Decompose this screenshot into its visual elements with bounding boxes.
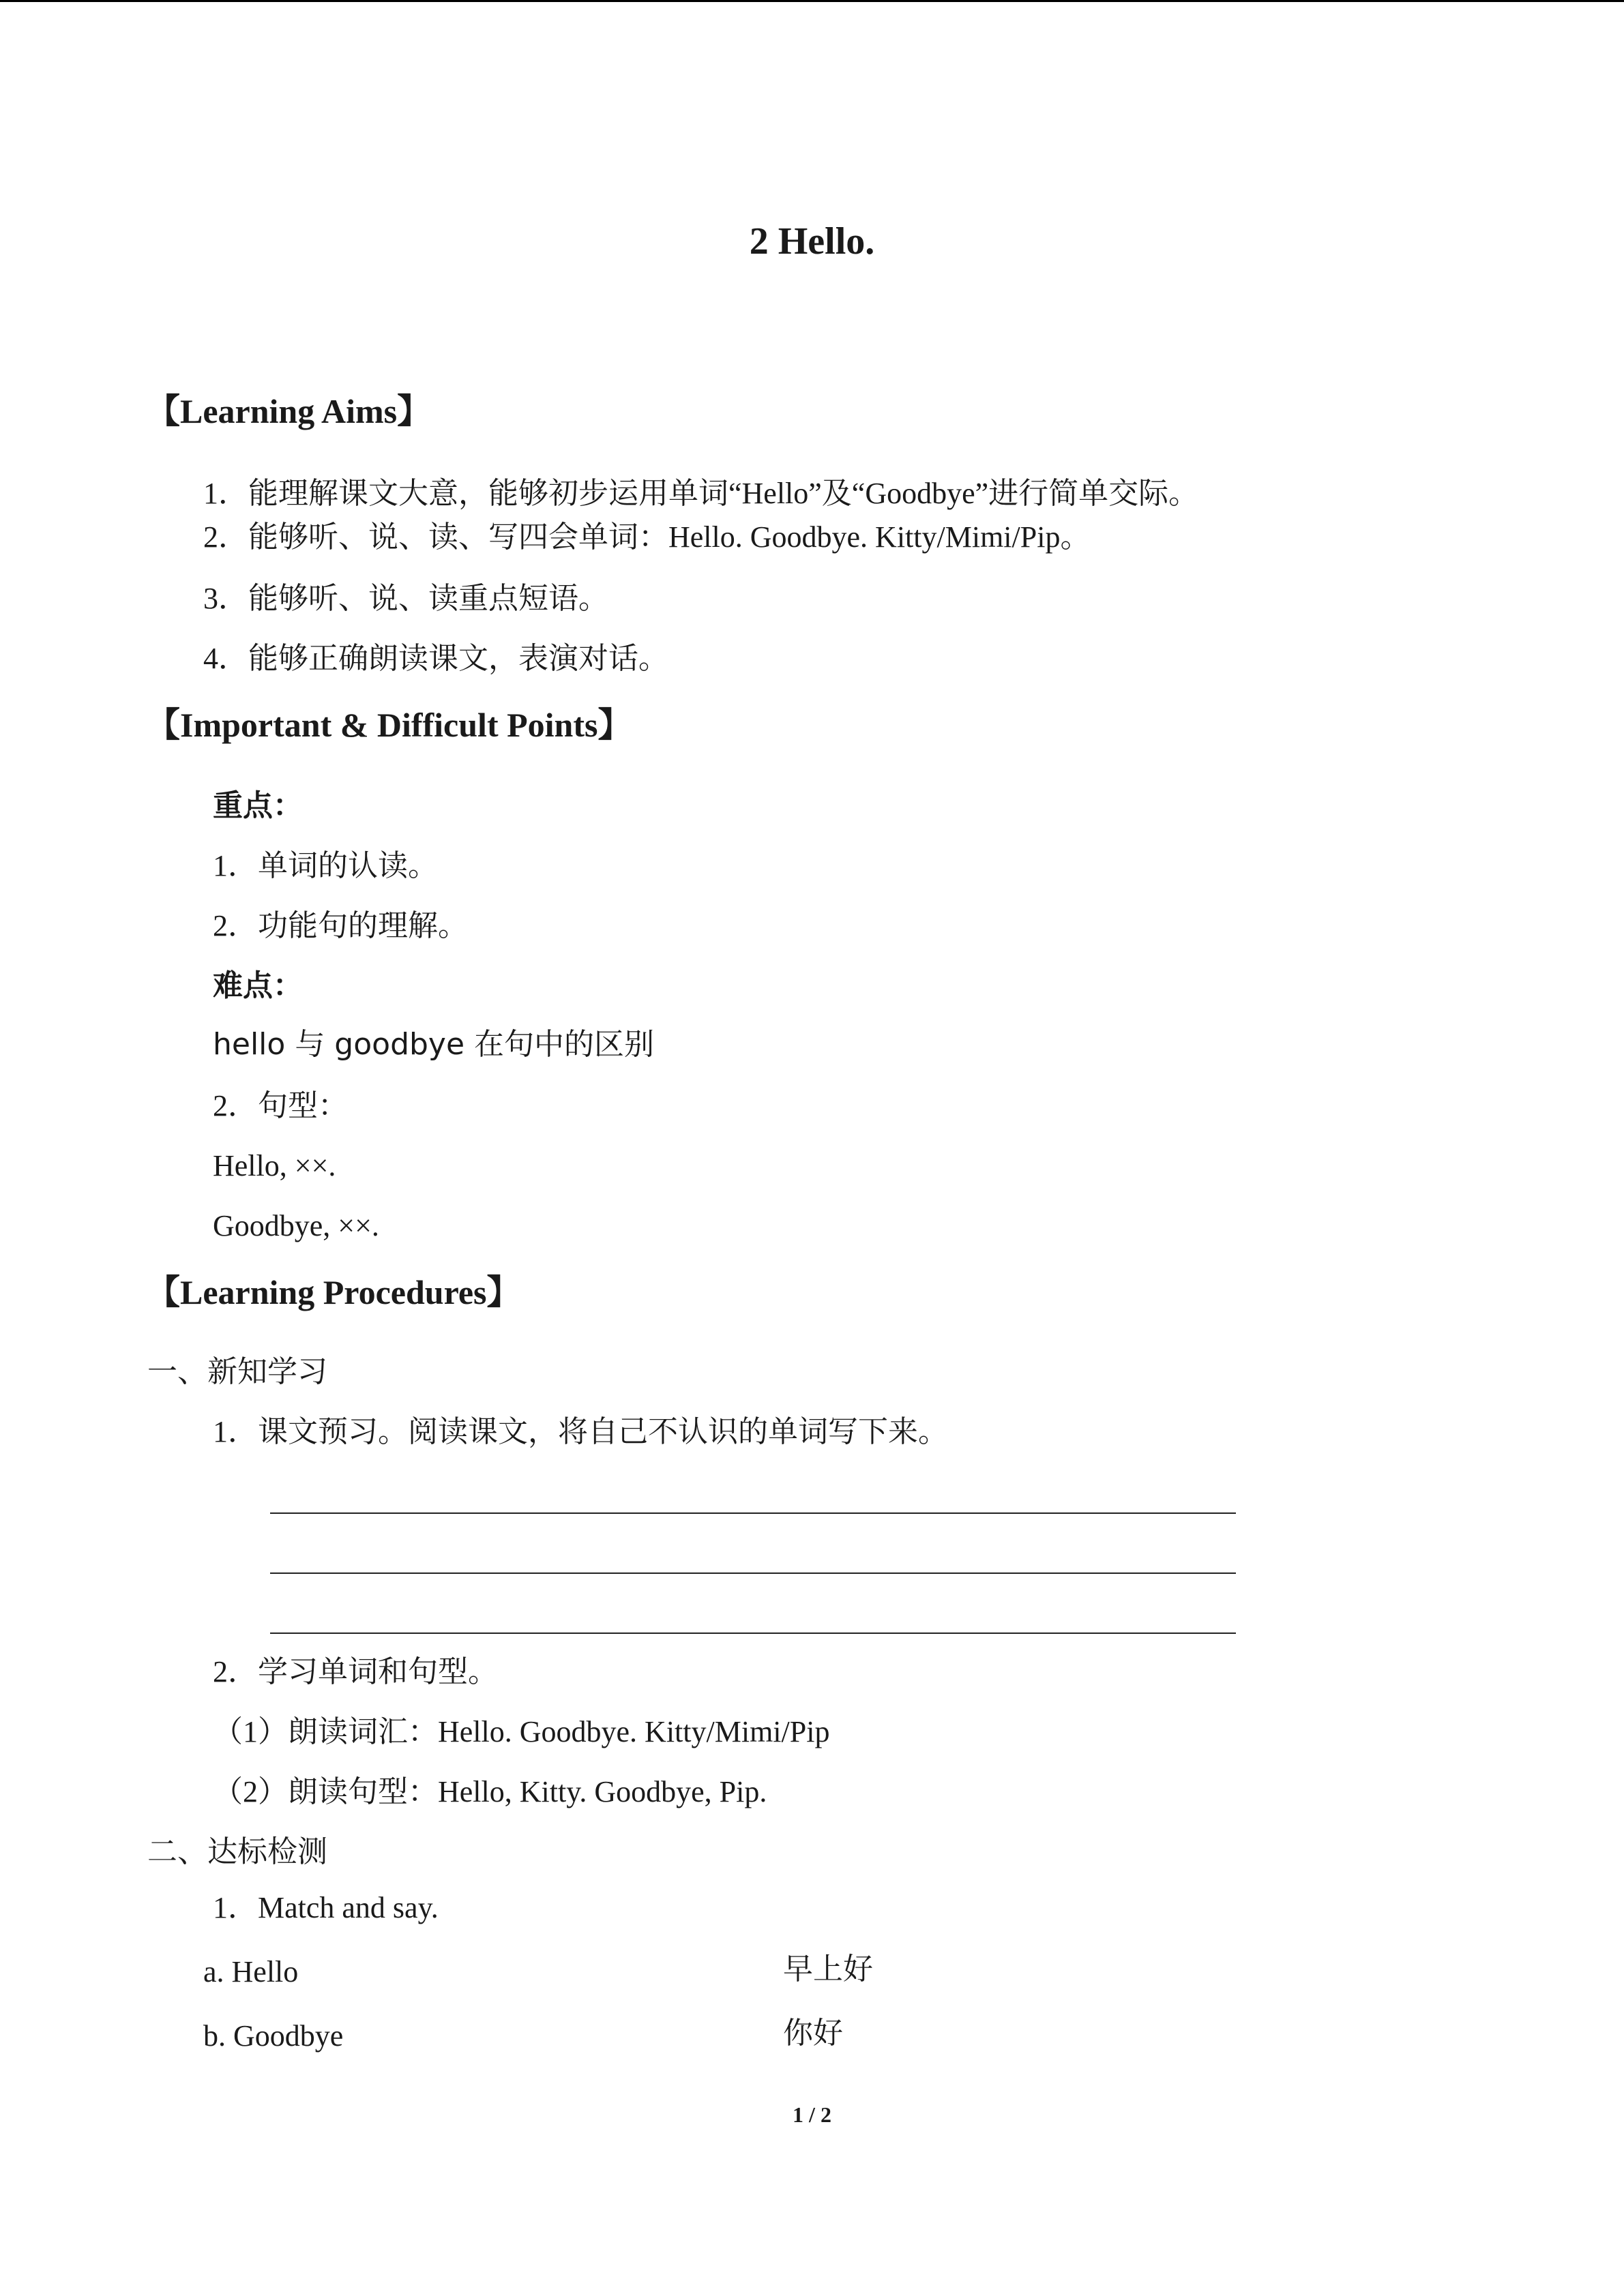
section-1-item-2: 2．学习单词和句型。	[213, 1655, 498, 1688]
match-right-2: 你好	[783, 2016, 843, 2050]
sentence-pattern-goodbye: Goodbye, ××.	[213, 1209, 379, 1242]
section-2-item-1: 1．Match and say.	[213, 1891, 439, 1924]
section-1-sub-2: （2）朗读句型：Hello, Kitty. Goodbye, Pip.	[213, 1775, 767, 1808]
difficult-points-label: 难点：	[213, 969, 303, 1002]
page-number: 1 / 2	[793, 2102, 831, 2127]
aim-item-4: 4．能够正确朗读课文，表演对话。	[203, 642, 668, 675]
aim-item-3: 3．能够听、说、读重点短语。	[203, 582, 608, 615]
match-left-a: a. Hello	[203, 1955, 299, 1988]
answer-line-2[interactable]	[270, 1572, 1236, 1574]
match-right-1: 早上好	[783, 1952, 873, 1986]
key-point-1: 1．单词的认读。	[213, 849, 438, 882]
answer-line-3[interactable]	[270, 1632, 1236, 1634]
answer-line-1[interactable]	[270, 1512, 1236, 1514]
aim-item-1: 1．能理解课文大意，能够初步运用单词“Hello”及“Goodbye”进行简单交际。	[203, 477, 1199, 510]
difficult-point-1: hello 与 goodbye 在句中的区别	[213, 1027, 655, 1062]
procedures-heading: 【Learning Procedures】	[146, 1273, 521, 1311]
aim-item-2: 2．能够听、说、读、写四会单词：Hello. Goodbye. Kitty/Mimi/Pip。	[203, 520, 1091, 554]
section-2-title: 二、达标检测	[147, 1835, 327, 1868]
key-point-2: 2．功能句的理解。	[213, 909, 468, 942]
section-1-sub-1: （1）朗读词汇：Hello. Goodbye. Kitty/Mimi/Pip	[213, 1715, 830, 1748]
points-heading: 【Important & Difficult Points】	[146, 706, 632, 744]
section-1-item-1: 1．课文预习。阅读课文，将自己不认识的单词写下来。	[213, 1415, 948, 1448]
difficult-point-2: 2．句型：	[213, 1089, 348, 1122]
section-1-title: 一、新知学习	[147, 1355, 327, 1388]
match-left-b: b. Goodbye	[203, 2019, 344, 2053]
page-top-border	[0, 0, 1624, 2]
learning-aims-heading: 【Learning Aims】	[146, 392, 432, 430]
sentence-pattern-hello: Hello, ××.	[213, 1149, 336, 1182]
key-points-label: 重点：	[213, 789, 303, 822]
page-title: 2 Hello.	[749, 220, 875, 263]
